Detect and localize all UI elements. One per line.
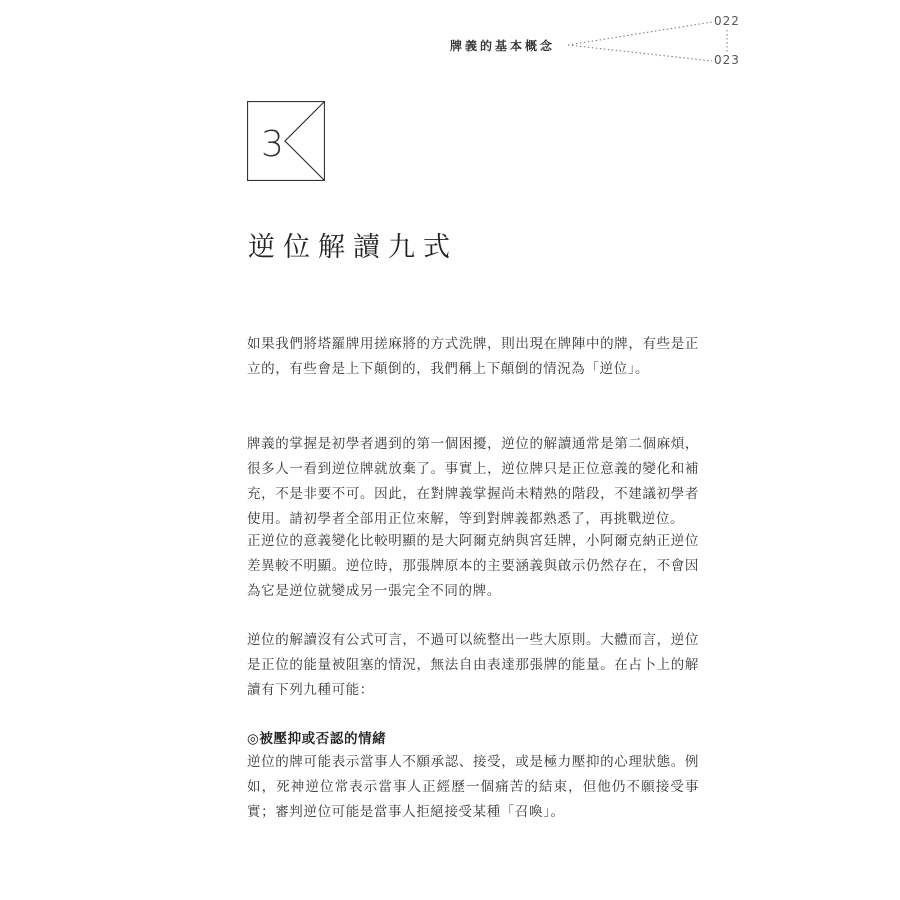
running-header-title: 牌義的基本概念 [450,39,556,53]
chapter-title: 逆位解讀九式 [248,232,458,263]
section-heading: ◎被壓抑或否認的情緒 [247,731,387,747]
body-paragraph-2: 牌義的掌握是初學者遇到的第一個困擾，逆位的解讀通常是第二個麻煩，很多人一看到逆位牌就放棄了。事實上，逆位牌只是正位意義的變化和補充，不是非要不可。因此，在對牌義掌握尚未精熟的階段，不建議初學者使用。請初學者全部用正位來解，等到對牌義都熟悉了，再挑戰逆位。 [247,436,699,527]
chapter-number-badge [247,101,325,181]
section-paragraph: 逆位的牌可能表示當事人不願承認、接受，或是極力壓抑的心理狀態。例如，死神逆位常表示當事人正經歷一個痛苦的結束，但他仍不願接受事實；審判逆位可能是當事人拒絕接受某種「召喚」。 [247,754,699,820]
page-number-right: 023 [714,53,740,67]
body-paragraph-4: 逆位的解讀沒有公式可言，不過可以統整出一些大原則。大體而言，逆位是正位的能量被阻塞的情況，無法自由表達那張牌的能量。在占卜上的解讀有下列九種可能： [247,632,699,698]
header-dotted-lines [0,0,900,120]
chapter-number: 3 [261,124,284,165]
page-number-left: 022 [714,14,740,28]
body-paragraph-3: 正逆位的意義變化比較明顯的是大阿爾克納與宮廷牌，小阿爾克納正逆位差異較不明顯。逆位時，那張牌原本的主要涵義與啟示仍然存在，不會因為它是逆位就變成另一張完全不同的牌。 [247,533,699,599]
body-paragraph-1: 如果我們將塔羅牌用搓麻將的方式洗牌，則出現在牌陣中的牌，有些是正立的，有些會是上下顛倒的，我們稱上下顛倒的情況為「逆位」。 [247,336,699,377]
